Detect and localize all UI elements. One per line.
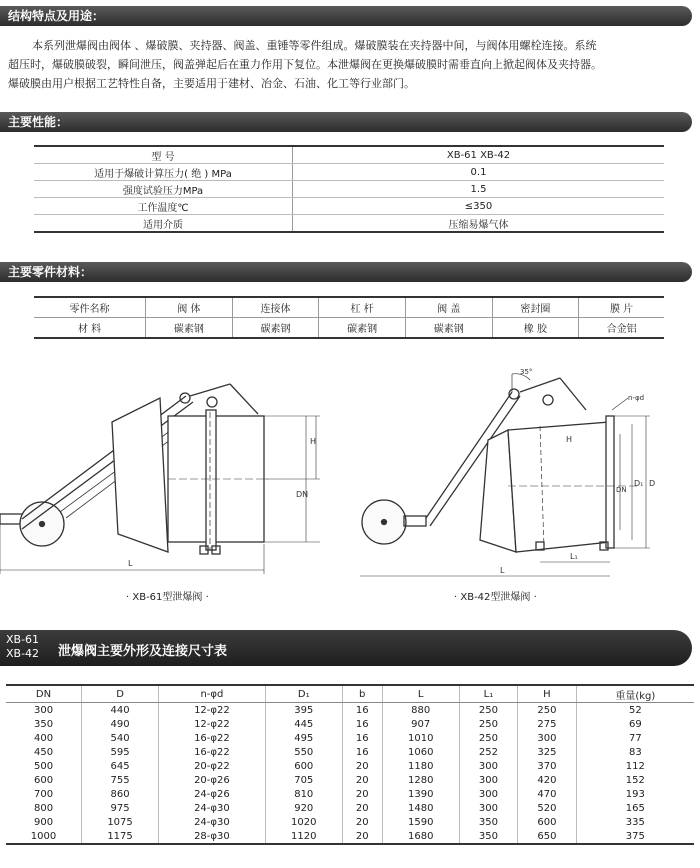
parts-header: 阀 体 xyxy=(146,297,233,318)
table-cell: 275 xyxy=(518,717,576,731)
table-cell: 550 xyxy=(265,745,342,759)
table-cell: 20-φ22 xyxy=(159,759,266,773)
table-cell: 860 xyxy=(82,787,159,801)
column-header: DN xyxy=(6,685,82,703)
table-cell: 1020 xyxy=(265,815,342,829)
table-cell: 1175 xyxy=(82,829,159,844)
parts-material: 合金铝 xyxy=(579,318,664,339)
table-row xyxy=(6,731,694,745)
model-names xyxy=(6,633,39,661)
table-cell: 350 xyxy=(33,718,54,730)
parts-header: 零件名称 xyxy=(34,297,146,318)
column-header: D₁ xyxy=(265,685,342,703)
table-cell: 1480 xyxy=(382,801,459,815)
table-cell: 1280 xyxy=(382,773,459,787)
column-header: L₁ xyxy=(459,685,517,703)
table-row xyxy=(6,717,694,731)
table-cell: 470 xyxy=(518,787,576,801)
parts-material: 橡 胶 xyxy=(492,318,579,339)
table-cell: 300 xyxy=(459,787,517,801)
structure-line: 本系列泄爆阀由阀体 、爆破膜、夹持器、阀盖、重锤等零件组成。爆破膜装在夹持器中间，与阀体用螺栓连接。系统 xyxy=(32,39,597,52)
perf-label: 强度试验压力MPa xyxy=(34,181,293,198)
perf-value: 0.1 xyxy=(293,164,665,181)
table-cell: 20 xyxy=(342,787,382,801)
table-cell: 495 xyxy=(265,731,342,745)
table-cell: 16-φ22 xyxy=(159,745,266,759)
structure-line: 爆破膜由用户根据工艺特性自备，主要适用于建材、冶金、石油、化工等行业部门。 xyxy=(8,77,415,90)
dim-label-L2: L xyxy=(500,566,505,575)
perf-label: 工作温度℃ xyxy=(34,198,293,215)
table-row xyxy=(34,181,664,198)
table-cell: 165 xyxy=(576,801,694,815)
parts-header: 杠 杆 xyxy=(319,297,406,318)
parts-material: 材 料 xyxy=(34,318,146,339)
table-cell: 69 xyxy=(576,717,694,731)
column-header: H xyxy=(518,685,576,703)
table-cell: 12-φ22 xyxy=(159,703,266,718)
parts-table xyxy=(34,296,664,339)
model-name: XB-42 xyxy=(6,647,40,660)
table-cell: 1060 xyxy=(382,745,459,759)
table-cell: 16 xyxy=(342,731,382,745)
column-header: n-φd xyxy=(159,685,266,703)
table-cell: 52 xyxy=(576,703,694,718)
table-cell: 1180 xyxy=(382,759,459,773)
table-cell: 20 xyxy=(342,829,382,844)
table-cell: 440 xyxy=(82,703,159,718)
table-cell: 600 xyxy=(265,759,342,773)
table-cell: 335 xyxy=(576,815,694,829)
table-cell: 375 xyxy=(576,829,694,844)
table-row xyxy=(34,215,664,233)
table-cell: 300 xyxy=(459,759,517,773)
table-cell: 152 xyxy=(576,773,694,787)
section-header-performance xyxy=(0,112,692,132)
table-row xyxy=(6,801,694,815)
table-cell: 370 xyxy=(518,759,576,773)
section-title: 主要零件材料： xyxy=(8,265,93,279)
table-row xyxy=(34,318,664,339)
table-cell: 20-φ26 xyxy=(159,773,266,787)
table-cell: 83 xyxy=(576,745,694,759)
table-cell: 975 xyxy=(82,801,159,815)
table-cell: 700 xyxy=(33,788,54,800)
table-row xyxy=(34,164,664,181)
table-cell: 193 xyxy=(576,787,694,801)
table-cell: 24-φ30 xyxy=(159,801,266,815)
table-row xyxy=(6,829,694,844)
parts-material: 碳素钢 xyxy=(319,318,406,339)
parts-material: 碳素钢 xyxy=(405,318,492,339)
table-cell: 520 xyxy=(518,801,576,815)
dim-label-D: D xyxy=(649,479,656,488)
table-cell: 900 xyxy=(33,816,54,828)
performance-table xyxy=(34,145,664,233)
table-cell: 600 xyxy=(518,815,576,829)
table-cell: 252 xyxy=(459,745,517,759)
dim-label-H2: H xyxy=(566,435,573,444)
dim-label-angle: 35° xyxy=(520,368,533,376)
table-cell: 540 xyxy=(82,731,159,745)
table-cell: 16 xyxy=(342,745,382,759)
xb61-drawing xyxy=(0,384,320,574)
dimension-banner xyxy=(0,630,692,666)
table-row xyxy=(6,787,694,801)
table-cell: 250 xyxy=(459,703,517,718)
perf-value: XB-61 XB-42 xyxy=(293,146,665,164)
perf-value: 1.5 xyxy=(293,181,665,198)
table-cell: 250 xyxy=(459,731,517,745)
table-cell: 16-φ22 xyxy=(159,731,266,745)
perf-label: 型 号 xyxy=(34,146,293,164)
parts-header: 阀 盖 xyxy=(405,297,492,318)
perf-label: 适用于爆破计算压力( 绝 ) MPa xyxy=(34,164,293,181)
table-row xyxy=(6,745,694,759)
section-title: 结构特点及用途： xyxy=(8,9,105,23)
table-cell: 880 xyxy=(382,703,459,718)
table-cell: 24-φ26 xyxy=(159,787,266,801)
table-cell: 600 xyxy=(33,774,54,786)
section-title: 主要性能： xyxy=(8,115,69,129)
table-cell: 77 xyxy=(576,731,694,745)
dimension-table-body xyxy=(6,703,694,845)
table-cell: 650 xyxy=(518,829,576,844)
table-cell: 1120 xyxy=(265,829,342,844)
dim-label-DN: DN xyxy=(296,490,309,499)
table-cell: 300 xyxy=(459,801,517,815)
section-header-structure xyxy=(0,6,692,26)
table-cell: 300 xyxy=(459,773,517,787)
table-cell: 490 xyxy=(82,717,159,731)
caption-xb42: · XB-42型泄爆阀 · xyxy=(454,592,537,603)
table-row xyxy=(34,297,664,318)
dim-label-DN2: DN xyxy=(616,486,627,494)
parts-material: 碳素钢 xyxy=(232,318,319,339)
table-cell: 920 xyxy=(265,801,342,815)
column-header: 重量(kg) xyxy=(576,685,694,703)
table-cell: 250 xyxy=(518,703,576,718)
dim-label-L: L xyxy=(128,559,133,568)
table-cell: 20 xyxy=(342,759,382,773)
table-cell: 1390 xyxy=(382,787,459,801)
table-cell: 250 xyxy=(459,717,517,731)
table-cell: 450 xyxy=(33,746,54,758)
table-row xyxy=(34,198,664,215)
table-cell: 1075 xyxy=(82,815,159,829)
table-cell: 1000 xyxy=(6,829,82,844)
dimension-table xyxy=(6,684,694,845)
table-cell: 705 xyxy=(265,773,342,787)
table-cell: 112 xyxy=(576,759,694,773)
table-header-row xyxy=(6,685,694,703)
structure-paragraph xyxy=(8,36,692,93)
perf-label: 适用介质 xyxy=(34,215,293,233)
dim-label-D1: D₁ xyxy=(634,479,644,488)
table-cell: 907 xyxy=(382,717,459,731)
table-cell: 300 xyxy=(518,731,576,745)
parts-header: 连接体 xyxy=(232,297,319,318)
dim-label-L1: L₁ xyxy=(570,552,578,561)
table-cell: 350 xyxy=(459,815,517,829)
table-cell: 16 xyxy=(342,703,382,718)
parts-material: 碳素钢 xyxy=(146,318,233,339)
table-cell: 20 xyxy=(342,815,382,829)
table-row xyxy=(6,815,694,829)
dimension-title: 泄爆阀主要外形及连接尺寸表 xyxy=(58,644,228,659)
valve-drawings xyxy=(0,352,700,622)
table-cell: 500 xyxy=(33,760,54,772)
table-cell: 325 xyxy=(518,745,576,759)
table-cell: 20 xyxy=(342,801,382,815)
table-cell: 755 xyxy=(82,773,159,787)
column-header: D xyxy=(82,685,159,703)
section-header-parts xyxy=(0,262,692,282)
table-cell: 445 xyxy=(265,717,342,731)
table-cell: 1010 xyxy=(382,731,459,745)
table-cell: 20 xyxy=(342,773,382,787)
table-cell: 400 xyxy=(33,732,54,744)
table-row xyxy=(6,773,694,787)
perf-value: ≤350 xyxy=(293,198,665,215)
table-cell: 595 xyxy=(82,745,159,759)
perf-value: 压缩易爆气体 xyxy=(293,215,665,233)
table-row xyxy=(6,703,694,718)
table-cell: 395 xyxy=(265,703,342,718)
table-cell: 350 xyxy=(459,829,517,844)
caption-xb61: · XB-61型泄爆阀 · xyxy=(126,592,209,603)
table-cell: 1680 xyxy=(382,829,459,844)
table-row xyxy=(6,759,694,773)
table-cell: 800 xyxy=(33,802,54,814)
column-header: b xyxy=(342,685,382,703)
table-row xyxy=(34,146,664,164)
table-cell: 1590 xyxy=(382,815,459,829)
column-header: L xyxy=(382,685,459,703)
table-cell: 300 xyxy=(33,704,54,716)
table-cell: 645 xyxy=(82,759,159,773)
dim-label-H: H xyxy=(310,437,317,446)
parts-header: 膜 片 xyxy=(579,297,664,318)
table-cell: 12-φ22 xyxy=(159,717,266,731)
table-cell: 420 xyxy=(518,773,576,787)
table-cell: 24-φ30 xyxy=(159,815,266,829)
structure-line: 超压时，爆破膜破裂，瞬间泄压，阀盖弹起后在重力作用下复位。本泄爆阀在更换爆破膜时需垂直向上掀起阀体及夹持器。 xyxy=(8,58,602,71)
table-cell: 16 xyxy=(342,717,382,731)
dim-label-nd: n-φd xyxy=(628,394,645,402)
xb42-drawing xyxy=(360,374,650,576)
parts-header: 密封圈 xyxy=(492,297,579,318)
table-cell: 28-φ30 xyxy=(159,829,266,844)
model-name: XB-61 xyxy=(6,633,40,646)
table-cell: 810 xyxy=(265,787,342,801)
